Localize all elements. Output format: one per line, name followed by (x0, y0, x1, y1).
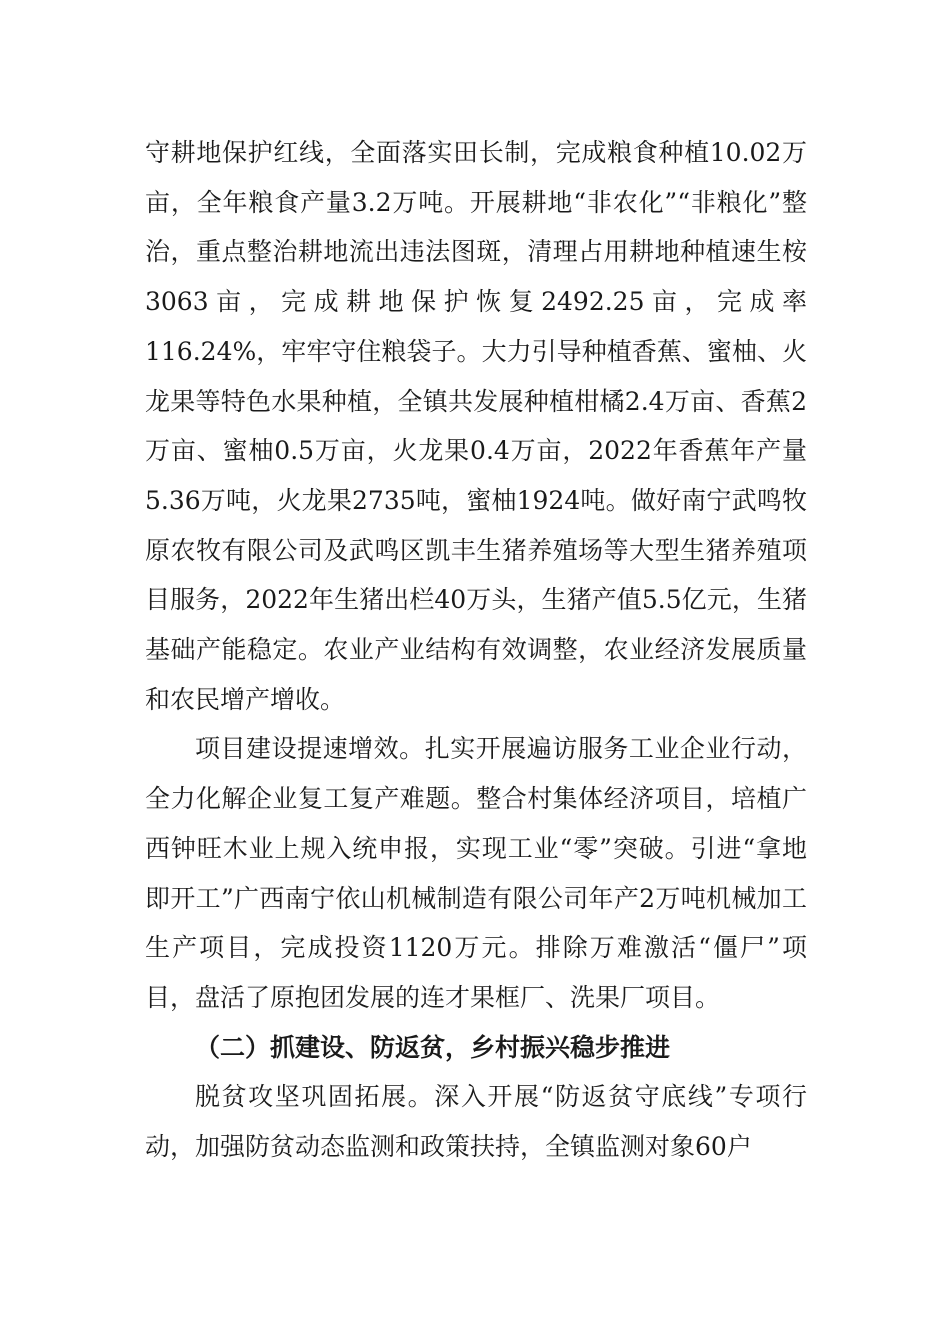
document-body (145, 128, 807, 1172)
section-heading-2: （二）抓建设、防返贫，乡村振兴稳步推进 (195, 1032, 671, 1062)
paragraph-poverty-alleviation: 脱贫攻坚巩固拓展。深入开展“防返贫守底线”专项行动，加强防贫动态监测和政策扶持，全镇监测对象60户 (145, 1082, 807, 1162)
paragraph-project-construction: 项目建设提速增效。扎实开展遍访服务工业企业行动，全力化解企业复工复产难题。整合村集体经济项目，培植广西钟旺木业上规入统申报，实现工业“零”突破。引进“拿地即开工”广西南宁依山机械制造有限公司年产2万吨机械加工生产项目，完成投资1120万元。排除万难激活“僵尸”项目，盘活了原抱团发展的连才果框厂、洗果厂项目。 (145, 734, 807, 1012)
paragraph-agriculture: 守耕地保护红线，全面落实田长制，完成粮食种植10.02万亩，全年粮食产量3.2万吨。开展耕地“非农化”“非粮化”整治，重点整治耕地流出违法图斑，清理占用耕地种植速生桉3063亩，完成耕地保护恢复2492.25亩，完成率116.24%，牢牢守住粮袋子。大力引导种植香蕉、蜜柚、火龙果等特色水果种植，全镇共发展种植柑橘2.4万亩、香蕉2万亩、蜜柚0.5万亩，火龙果0.4万亩，2022年香蕉年产量5.36万吨，火龙果2735吨，蜜柚1924吨。做好南宁武鸣牧原农牧有限公司及武鸣区凯丰生猪养殖场等大型生猪养殖项目服务，2022年生猪出栏40万头，生猪产值5.5亿元，生猪基础产能稳定。农业产业结构有效调整，农业经济发展质量和农民增产增收。 (145, 138, 807, 714)
